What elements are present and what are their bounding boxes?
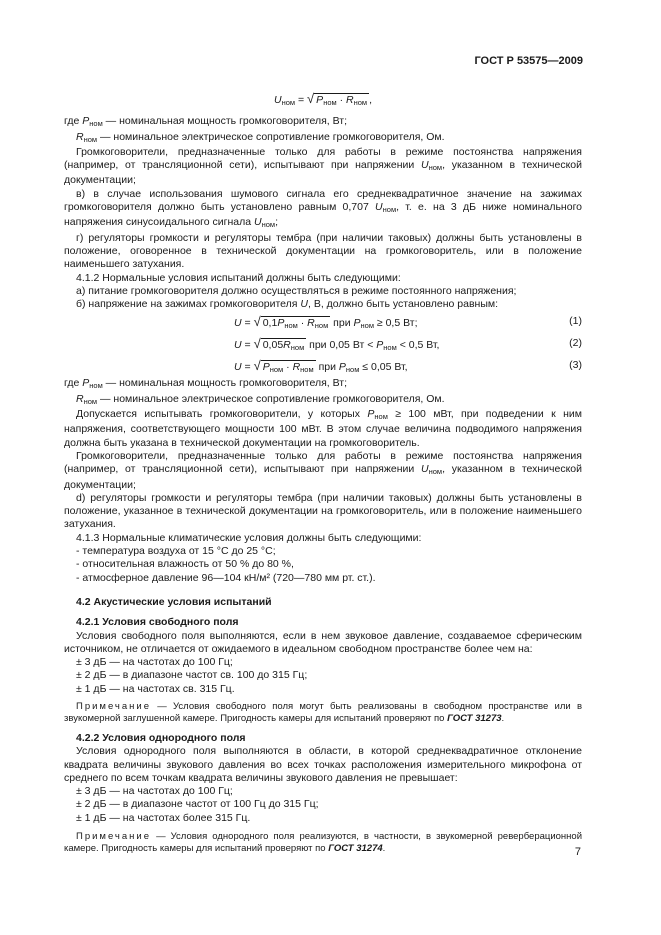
equation-number: (1): [569, 315, 582, 328]
paragraph-constant-voltage-2: Громкоговорители, предназначенные только для работы в режиме постоянства напряжения (например, от трансляционной сети), испытывают при напряжении $U_{ном}$, указанном в технической документации;: [64, 449, 583, 491]
section-4-2-1-body: Условия свободного поля выполняются, если в нем звуковое давление, создаваемое сферическим источником, не отличается от ожидаемого в идеальном свободном пространстве более чем на:: [64, 629, 582, 655]
list-item: ± 1 дБ — на частотах св. 315 Гц.: [76, 682, 235, 695]
list-item: ± 1 дБ — на частотах более 315 Гц.: [76, 811, 251, 824]
section-4-2-heading: 4.2 Акустические условия испытаний: [76, 595, 272, 608]
equation-number: (3): [569, 359, 582, 372]
page-number: 7: [574, 846, 581, 858]
equation-1: U = √ $0,1P_{ном} \cdot R_{ном}$ при $P_{ном} \ge 0,5$ Вт; (1): [234, 314, 582, 331]
definition-r-nominal: $R_{ном}$ — номинальное электрическое сопротивление громкоговорителя, Ом.: [76, 130, 445, 144]
formula-u-nominal: $U_{ном}$ = √ $P_{ном} \cdot R_{ном}$ ,: [273, 91, 373, 107]
section-4-1-3-title: 4.1.3 Нормальные климатические условия должны быть следующими:: [76, 531, 422, 544]
paragraph-item-v: в) в случае использования шумового сигнала его среднеквадратичное значение на зажимах громкоговорителя должно быть установлено равным 0,707 $U_{ном}$, т. е. на 3 дБ ниже номинального напряжения синусоидального сигнала $U_{ном}$;: [64, 187, 583, 230]
equation-3: U = √ $P_{ном} \cdot R_{ном}$ при $P_{ном} \le 0,05$ Вт, (3): [234, 358, 582, 375]
section-4-1-2-item-b: б) напряжение на зажимах громкоговорителя U, В, должно быть установлено равным:: [76, 298, 499, 311]
paragraph-allowance: Допускается испытывать громкоговорители, у которых $P_{ном} \ge 100$ мВт, при подведении к ним напряжения, соответствующего мощности 100 мВт. В этом случае величина подводимого напряжения должна быть указана в технической документации на громкоговоритель.: [64, 408, 582, 449]
definition-r-nominal-2: $R_{ном}$ — номинальное электрическое сопротивление громкоговорителя, Ом.: [76, 392, 445, 406]
list-item: - относительная влажность от 50 % до 80 %,: [76, 558, 294, 571]
standard-header: ГОСТ Р 53575—2009: [474, 55, 583, 67]
section-4-1-2-title: 4.1.2 Нормальные условия испытаний должны быть следующими:: [76, 271, 401, 284]
section-4-2-1-heading: 4.2.1 Условия свободного поля: [76, 616, 239, 629]
section-4-1-2-item-a: а) питание громкоговорителя должно осуществляться в режиме постоянного напряжения;: [76, 284, 517, 297]
paragraph-constant-voltage: Громкоговорители, предназначенные только для работы в режиме постоянства напряжения (например, от трансляционной сети), испытывают при напряжении $U_{ном}$, указанном в технической документации;: [64, 145, 583, 187]
note-uniform-field: Примечание — Условия однородного поля реализуются, в частности, в звукомерной реверберационной камере. Пригодность камеры для испытаний проверяют по ГОСТ 31274.: [64, 831, 583, 855]
definition-p-nominal: где $P_{ном}$ — номинальная мощность громкоговорителя, Вт;: [64, 115, 348, 129]
list-item: ± 3 дБ — на частотах до 100 Гц;: [76, 656, 233, 669]
page-body: [64, 92, 582, 855]
paragraph-item-d: d) регуляторы громкости и регуляторы тембра (при наличии таковых) должны быть установлены в положение, указанное в технической документации на громкоговоритель, или в положение наименьшего затухания.: [64, 491, 582, 531]
equation-number: (2): [569, 337, 582, 350]
list-item: - температура воздуха от 15 °С до 25 °С;: [76, 545, 276, 558]
equation-2: U = √ $0,05R_{ном}$ при 0,05 Вт < $P_{ном} < 0,5$ Вт, (2): [234, 336, 582, 353]
section-4-2-2-heading: 4.2.2 Условия однородного поля: [76, 731, 246, 744]
note-free-field: Примечание — Условия свободного поля могут быть реализованы в свободном пространстве или в звукомерной заглушенной камере. Пригодность камеры для испытаний проверяют по ГОСТ 31273.: [64, 700, 582, 724]
paragraph-item-g: г) регуляторы громкости и регуляторы тембра (при наличии таковых) должны быть установлены в положение, оговоренное в технической документации на громкоговоритель, или в положение наименьшего затухания.: [64, 231, 582, 271]
list-item: - атмосферное давление 96—104 кН/м² (720—780 мм рт. ст.).: [76, 571, 376, 584]
section-4-2-2-body: Условия однородного поля выполняются в области, в которой среднеквадратичное отклонение квадрата величины звукового давления во всех точках расположения измерительного микрофона от среднего по всем точкам квадрата величины звукового давления не превышает:: [64, 745, 582, 784]
list-item: ± 2 дБ — в диапазоне частот от 100 Гц до 315 Гц;: [76, 798, 319, 811]
list-item: ± 3 дБ — на частотах до 100 Гц;: [76, 785, 233, 798]
definition-p-nominal-2: где $P_{ном}$ — номинальная мощность громкоговорителя, Вт;: [64, 377, 348, 391]
list-item: ± 2 дБ — в диапазоне частот св. 100 до 315 Гц;: [76, 669, 308, 682]
